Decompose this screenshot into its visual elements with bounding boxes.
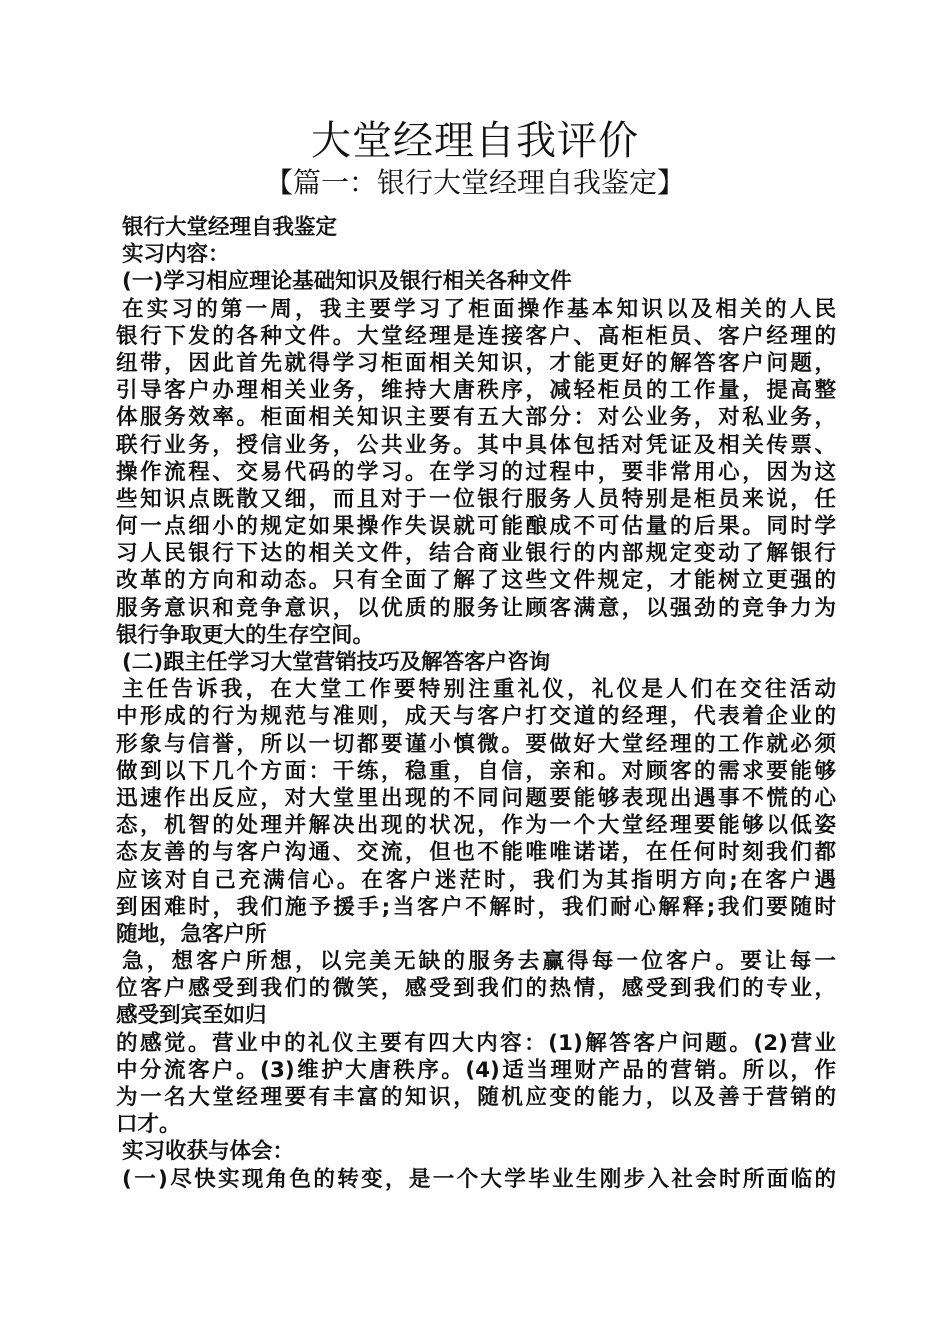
text-line: 些知识点既散又细，而且对于一位银行服务人员特别是柜员来说，任 (116, 486, 836, 512)
text-line: 银行下发的各种文件。大堂经理是连接客户、高柜柜员、客户经理的 (116, 323, 836, 349)
text-line: 习人民银行下达的相关文件，结合商业银行的内部规定变动了解银行 (116, 541, 836, 567)
text-line: (一)尽快实现角色的转变，是一个大学毕业生刚步入社会时所面临的 (122, 1166, 836, 1192)
text-line: (二)跟主任学习大堂营销技巧及解答客户咨询 (122, 650, 551, 675)
text-line: 中形成的行为规范与准则，成天与客户打交道的经理，代表着企业的 (116, 704, 836, 730)
text-line: 迅速作出反应，对大堂里出现的不同问题要能够表现出遇事不慌的心 (116, 785, 836, 811)
text-line: 纽带，因此首先就得学习柜面相关知识，才能更好的解答客户问题， (116, 350, 836, 376)
text-line: 感受到宾至如归 (116, 1003, 267, 1029)
text-line: (一)学习相应理论基础知识及银行相关各种文件 (122, 269, 572, 295)
text-line: 为一名大堂经理要有丰富的知识，随机应变的能力，以及善于营销的 (116, 1085, 836, 1110)
text-line: 体服务效率。柜面相关知识主要有五大部分：对公业务，对私业务， (116, 405, 836, 431)
text-line: 口才。 (116, 1112, 181, 1138)
text-line: 到困难时，我们施予援手;当客户不解时，我们耐心解释;我们要随时 (116, 894, 836, 920)
text-line: 态，机智的处理并解决出现的状况，作为一个大堂经理要能够以低姿 (116, 813, 836, 839)
text-line: 引导客户办理相关业务，维持大唐秩序，减轻柜员的工作量，提高整 (116, 378, 836, 404)
text-line: 位客户感受到我们的微笑，感受到我们的热情，感受到我们的专业， (116, 976, 836, 1002)
text-line: 的感觉。营业中的礼仪主要有四大内容：(1)解答客户问题。(2)营业 (116, 1030, 836, 1056)
text-line: 形象与信誉，所以一切都要谨小慎微。要做好大堂经理的工作就必须 (116, 731, 836, 757)
text-line: 态友善的与客户沟通、交流，但也不能唯唯诺诺，在任何时刻我们都 (116, 840, 836, 866)
text-line: 随地，急客户所 (116, 921, 267, 947)
text-line: 应该对自己充满信心。在客户迷茫时，我们为其指明方向;在客户遇 (116, 867, 836, 893)
text-line: 在实习的第一周，我主要学习了柜面操作基本知识以及相关的人民 (122, 296, 836, 322)
text-line: 急，想客户所想，以完美无缺的服务去赢得每一位客户。要让每一 (122, 949, 836, 975)
text-line: 何一点细小的规定如果操作失误就可能酿成不可估量的后果。同时学 (116, 514, 836, 540)
text-line: 做到以下几个方面：干练，稳重，自信，亲和。对顾客的需求要能够 (116, 758, 836, 784)
document-title: 大堂经理自我评价 (311, 118, 639, 164)
text-line: 银行争取更大的生存空间。 (116, 622, 375, 648)
text-line: 联行业务，授信业务，公共业务。其中具体包括对凭证及相关传票、 (116, 432, 836, 458)
text-line: 中分流客户。(3)维护大唐秩序。(4)适当理财产品的营销。所以，作 (116, 1057, 836, 1083)
text-line: 操作流程、交易代码的学习。在学习的过程中，要非常用心，因为这 (116, 459, 836, 485)
text-line: 银行大堂经理自我鉴定 (122, 215, 338, 240)
document-body (116, 214, 836, 1193)
text-line: 改革的方向和动态。只有全面了解了这些文件规定，才能树立更强的 (116, 568, 836, 594)
text-line: 服务意识和竞争意识，以优质的服务让顾客满意，以强劲的竞争力为 (116, 595, 836, 621)
text-line: 实习内容： (122, 242, 230, 268)
document-subtitle: 【篇一：银行大堂经理自我鉴定】 (264, 166, 685, 199)
text-line: 主任告诉我，在大堂工作要特别注重礼仪，礼仪是人们在交往活动 (122, 677, 836, 703)
text-line: 实习收获与体会： (122, 1139, 295, 1165)
